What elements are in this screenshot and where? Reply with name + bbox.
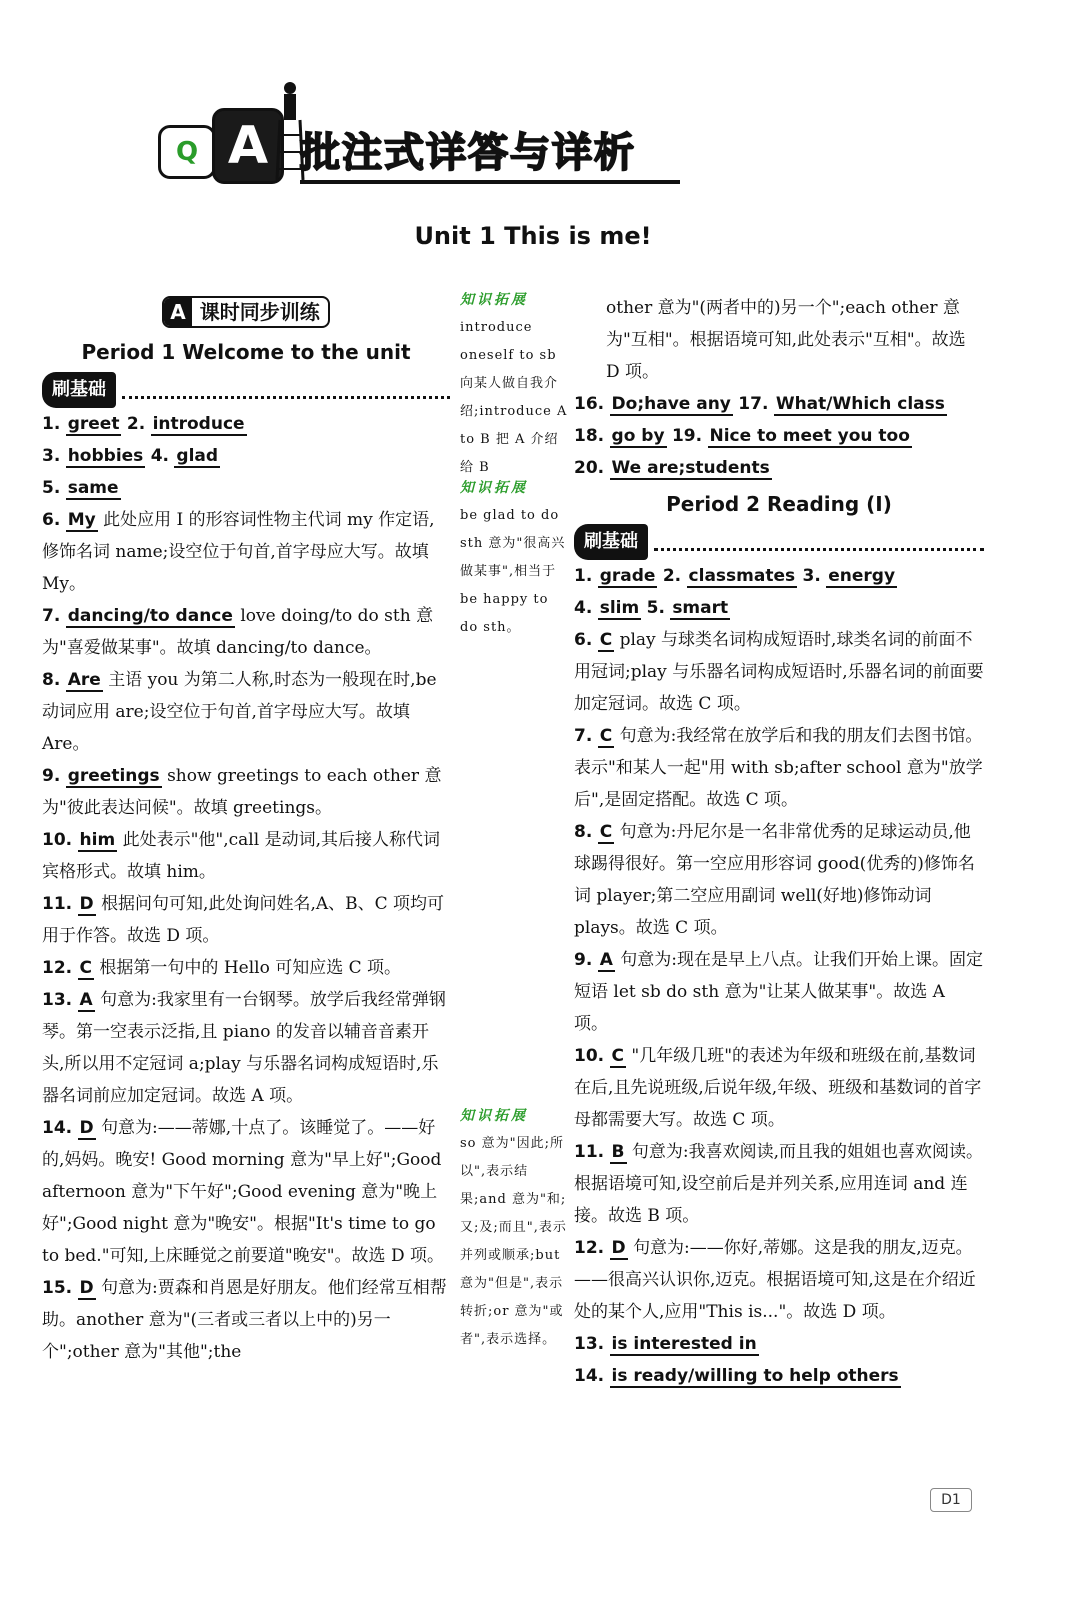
explanation-text: 句意为:丹尼尔是一名非常优秀的足球运动员,他球踢得很好。第一空应用形容词 good(优秀的)修饰名词 player;第二空应用副词 well(好地)修饰动词 plays。故选 C 项。 <box>574 822 975 938</box>
side-note <box>460 286 568 482</box>
answer-text: B <box>611 1142 625 1162</box>
question-number: 11. <box>42 894 73 914</box>
answer-row <box>574 560 984 592</box>
answer-text: A <box>79 990 93 1010</box>
header-banner <box>150 80 690 195</box>
answer-text: introduce <box>152 414 245 434</box>
question-number: 2. <box>126 414 146 434</box>
question-number: 9. <box>574 950 593 970</box>
answer-text: A <box>599 950 613 970</box>
side-note-heading: 知识拓展 <box>460 480 528 496</box>
question-number: 6. <box>42 510 61 530</box>
side-note <box>460 474 568 642</box>
question-number: 4. <box>150 446 170 466</box>
question-number: 9. <box>42 766 61 786</box>
question-number: 2. <box>662 566 682 586</box>
period-1-title: Period 1 Welcome to the unit <box>81 340 411 364</box>
answer-row <box>574 592 984 624</box>
explanation-text: 句意为:贾森和肖恩是好朋友。他们经常互相帮助。another 意为"(三者或三者以上中的)另一个";other 意为"其他";the <box>42 1278 447 1362</box>
answer-text: C <box>599 726 613 746</box>
answer-text: My <box>67 510 96 530</box>
question-number: 3. <box>42 446 61 466</box>
answer-item <box>574 816 984 944</box>
answer-item <box>42 600 450 664</box>
explanation-text: 主语 you 为第二人称,时态为一般现在时,be 动词应用 are;设空位于句首,首字母应大写。故填 Are。 <box>42 670 437 754</box>
question-number: 10. <box>574 1046 605 1066</box>
question-number: 8. <box>42 670 61 690</box>
answer-text: classmates <box>688 566 796 586</box>
answer-row <box>574 388 984 420</box>
explanation-text: 句意为:我家里有一台钢琴。放学后我经常弹钢琴。第一空表示泛指,且 piano 的发音以辅音音素开头,所以用不定冠词 a;play 与乐器名词构成短语时,乐器名词前应加定冠词。故选 A 项。 <box>42 990 446 1106</box>
badge-letter: A <box>164 298 191 326</box>
side-note-text: so 意为"因此;所以",表示结果;and 意为"和;又;及;而且",表示并列或顺承;but 意为"但是",表示转折;or 意为"或者",表示选择。 <box>460 1136 567 1347</box>
section-header <box>574 524 984 560</box>
explanation-text: 此处应用 I 的形容词性物主代词 my 作定语,修饰名词 name;设空位于句首,首字母应大写。故填 My。 <box>42 510 435 594</box>
answer-text: C <box>599 822 613 842</box>
section-tag: 刷基础 <box>574 524 648 560</box>
side-note-heading: 知识拓展 <box>460 1108 528 1124</box>
page-number: D1 <box>930 1488 972 1512</box>
question-number: 13. <box>42 990 73 1010</box>
side-note-heading: 知识拓展 <box>460 292 528 308</box>
answer-item <box>42 664 450 760</box>
answer-row <box>42 408 450 440</box>
answer-text: hobbies <box>67 446 144 466</box>
answer-text: is ready/willing to help others <box>611 1366 899 1386</box>
question-number: 14. <box>42 1118 73 1138</box>
answer-item <box>42 824 450 888</box>
answer-item <box>42 952 450 984</box>
answer-item <box>574 1232 984 1328</box>
question-number: 19. <box>671 426 703 446</box>
answer-item <box>42 1272 450 1368</box>
question-number: 16. <box>574 394 605 414</box>
explanation-text: 句意为:我经常在放学后和我的朋友们去图书馆。表示"和某人一起"用 with sb;after school 意为"放学后",是固定搭配。故选 C 项。 <box>574 726 983 810</box>
question-number: 18. <box>574 426 605 446</box>
answer-text: glad <box>176 446 219 466</box>
question-number: 7. <box>42 606 61 626</box>
explanation-text: show greetings to each other 意为"彼此表达问候"。故填 greetings。 <box>42 766 442 818</box>
answer-text: smart <box>672 598 729 618</box>
explanation-text: "几年级几班"的表述为年级和班级在前,基数词在后,且先说班级,后说年级,年级、班级和基数词的首字母都需要大写。故选 C 项。 <box>574 1046 982 1130</box>
question-number: 6. <box>574 630 593 650</box>
answer-item <box>42 888 450 952</box>
answer-rows <box>574 560 984 624</box>
answer-row <box>42 472 450 504</box>
answer-text: greetings <box>67 766 160 786</box>
question-number: 12. <box>574 1238 605 1258</box>
question-number: 1. <box>42 414 61 434</box>
question-number: 10. <box>42 830 73 850</box>
question-number: 12. <box>42 958 73 978</box>
answer-text: grade <box>599 566 656 586</box>
answer-text: We are;students <box>611 458 770 478</box>
answer-text: What/Which class <box>775 394 945 414</box>
answer-text: same <box>67 478 119 498</box>
course-badge <box>162 296 329 328</box>
question-number: 5. <box>646 598 665 618</box>
question-number: 8. <box>574 822 593 842</box>
answer-rows <box>42 408 450 504</box>
answer-item <box>42 984 450 1112</box>
answer-item <box>574 1136 984 1232</box>
explanation-text: 根据第一句中的 Hello 可知应选 C 项。 <box>99 958 402 978</box>
explanation-text: love doing/to do sth 意为"喜爱做某事"。故填 dancing/to dance。 <box>42 606 434 658</box>
explanation-text: play 与球类名词构成短语时,球类名词的前面不用冠词;play 与乐器名词构成短语时,乐器名词的前面要加定冠词。故选 C 项。 <box>574 630 984 714</box>
question-number: 20. <box>574 458 605 478</box>
question-number: 3. <box>802 566 821 586</box>
explanation-text: 句意为:我喜欢阅读,而且我的姐姐也喜欢阅读。根据语境可知,设空前后是并列关系,应用连词 and 连接。故选 B 项。 <box>574 1142 984 1226</box>
answer-text: C <box>599 630 613 650</box>
answer-row <box>42 440 450 472</box>
answer-text: D <box>611 1238 626 1258</box>
answer-text: D <box>79 1278 94 1298</box>
answer-item <box>574 944 984 1040</box>
answer-item <box>42 504 450 600</box>
badge-text: 课时同步训练 <box>199 300 320 324</box>
section-header <box>42 372 450 408</box>
answer-text: D <box>79 1118 94 1138</box>
dotted-divider <box>654 534 984 551</box>
answer-item <box>42 1112 450 1272</box>
answer-text: D <box>79 894 94 914</box>
question-number: 4. <box>574 598 593 618</box>
unit-title: Unit 1 This is me! <box>414 222 652 250</box>
answer-text: C <box>79 958 93 978</box>
question-number: 15. <box>42 1278 73 1298</box>
question-number: 17. <box>738 394 769 414</box>
right-column <box>574 292 984 1392</box>
dotted-divider <box>122 382 450 399</box>
answer-text: dancing/to dance <box>67 606 233 626</box>
explanation-text: 根据问句可知,此处询问姓名,A、B、C 项均可用于作答。故选 D 项。 <box>42 894 445 946</box>
answer-text: energy <box>828 566 896 586</box>
section-tag: 刷基础 <box>42 372 116 408</box>
answer-item <box>574 1040 984 1136</box>
answer-text: Are <box>67 670 101 690</box>
explanation-text: 此处表示"他",call 是动词,其后接人称代词宾格形式。故填 him。 <box>42 830 440 882</box>
answer-items <box>574 624 984 1328</box>
answer-item <box>42 760 450 824</box>
continued-text: other 意为"(两者中的)另一个";each other 意为"互相"。根据语境可知,此处表示"互相"。故选 D 项。 <box>606 298 966 382</box>
q-bubble-icon <box>158 125 216 179</box>
answer-text: Do;have any <box>611 394 731 414</box>
a-bubble-icon <box>212 108 284 184</box>
answer-items <box>42 504 450 1368</box>
answer-text: go by <box>611 426 665 446</box>
answer-item <box>574 624 984 720</box>
question-number: 14. <box>574 1366 605 1386</box>
explanation-text: 句意为:——蒂娜,十点了。该睡觉了。——好的,妈妈。晚安! Good morning 意为"早上好";Good afternoon 意为"下午好";Good evening 意为"晚上好";Good night 意为"晚安"。根据"It's time to go to bed."可知,上床睡觉之前要道"晚安"。故选 D 项。 <box>42 1118 444 1266</box>
a-letter: A <box>227 116 269 176</box>
side-note <box>460 1102 568 1354</box>
q-letter: Q <box>175 137 199 167</box>
answer-row <box>574 452 984 484</box>
answer-rows <box>574 1328 984 1392</box>
answer-rows <box>574 388 984 484</box>
question-number: 7. <box>574 726 593 746</box>
question-number: 13. <box>574 1334 605 1354</box>
question-number: 5. <box>42 478 61 498</box>
answer-text: is interested in <box>611 1334 757 1354</box>
answer-text: Nice to meet you too <box>709 426 910 446</box>
answer-text: C <box>611 1046 625 1066</box>
banner-title: 批注式详答与详析 <box>300 118 680 184</box>
question-number: 11. <box>574 1142 605 1162</box>
side-note-text: introduce oneself to sb 向某人做自我介绍;introduce A to B 把 A 介绍给 B <box>460 320 568 475</box>
left-column <box>42 296 450 1368</box>
answer-row <box>574 1328 984 1360</box>
answer-text: him <box>79 830 116 850</box>
side-note-text: be glad to do sth 意为"很高兴做某事",相当于 be happy to do sth。 <box>460 508 566 635</box>
explanation-text: 句意为:现在是早上八点。让我们开始上课。固定短语 let sb do sth 意为"让某人做某事"。故选 A 项。 <box>574 950 984 1034</box>
answer-row <box>574 420 984 452</box>
question-number: 1. <box>574 566 593 586</box>
answer-item <box>574 720 984 816</box>
explanation-text: 句意为:——你好,蒂娜。这是我的朋友,迈克。——很高兴认识你,迈克。根据语境可知,这是在介绍近处的某个人,应用"This is..."。故选 D 项。 <box>574 1238 976 1322</box>
answer-text: greet <box>67 414 120 434</box>
answer-row <box>574 1360 984 1392</box>
answer-text: slim <box>599 598 640 618</box>
period-2-title: Period 2 Reading (Ⅰ) <box>666 492 892 516</box>
